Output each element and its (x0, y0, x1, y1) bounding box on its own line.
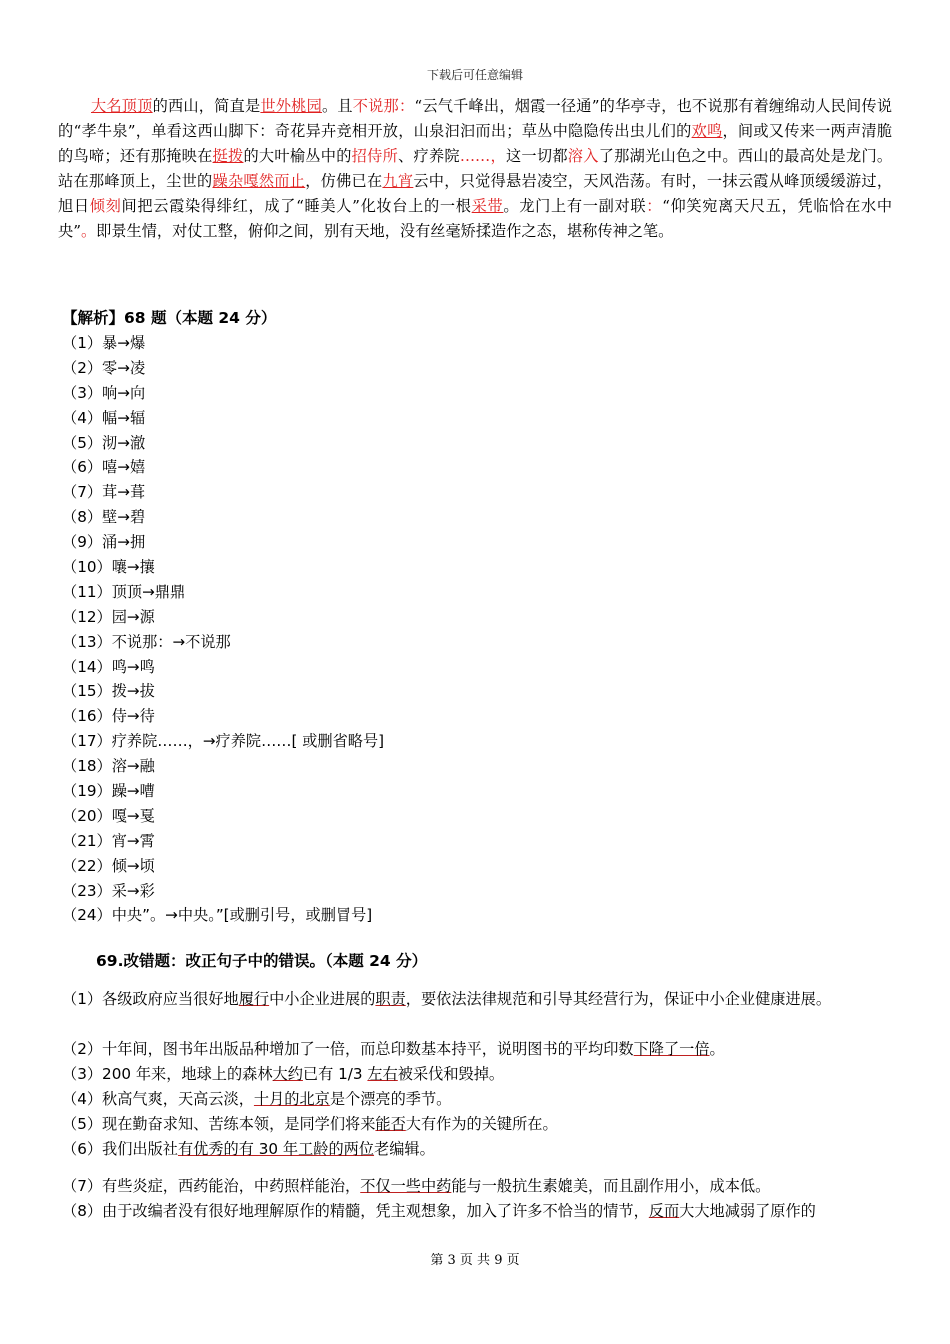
answer-item: （13）不说那：→不说那 (62, 632, 231, 651)
sentence-text: 是个漂亮的季节。 (329, 1090, 452, 1108)
underlined-error-text: 左右 (367, 1065, 398, 1083)
passage-text: ，仿佛已在 (305, 172, 383, 190)
answer-item: （20）嘎→戛 (62, 806, 155, 825)
passage-text: 的西山，简直是 (152, 97, 261, 115)
passage-text: 间把云霞染得绯红，成了“睡美人”化妆台上的一根 (121, 197, 472, 215)
sentence-text: 能与一般抗生素媲美，而且副作用小，成本低。 (451, 1177, 771, 1195)
question-69-item-3 (62, 1062, 902, 1087)
sentence-text: 大大地减弱了原作的 (679, 1202, 816, 1220)
underlined-error-text: 不仅一些中药 (360, 1177, 452, 1195)
sentence-text: 大有作为的关键所在。 (405, 1115, 558, 1133)
answer-item: （15）拨→拔 (62, 682, 155, 701)
underlined-error-text: 能否 (375, 1115, 406, 1133)
passage-text: 。且 (321, 97, 353, 115)
marked-error-text: 世外桃园 (260, 97, 322, 115)
passage-text: “云气千峰出，烟霞一径通”的华亭寺，也不说那有着缠绵动人民间传说的“孝牛泉”，单看这西山脚下：奇花异卉竞相开放，山泉汩汩而出；草丛中隐隐传出虫儿们的 (58, 97, 893, 140)
passage-text: 云中，只觉得悬岩凌空，天风浩荡。有时，一抹云霞从峰顶缓缓游过，旭日 (58, 172, 893, 215)
sentence-text: 被采伐和毁掉。 (397, 1065, 505, 1083)
marked-error-text: 溶入 (567, 147, 599, 165)
sentence-text: （8）由于改编者没有很好地理解原作的精髓，凭主观想象，加入了许多不恰当的情节， (62, 1202, 649, 1220)
marked-error-text: 采带 (471, 197, 504, 215)
answer-item: （3）响→向 (62, 383, 146, 402)
marked-error-text: 欢鸣 (691, 122, 723, 140)
answer-item: （7）茸→葺 (62, 483, 146, 502)
sentence-text: （1）各级政府应当很好地 (62, 990, 239, 1008)
answer-item: （5）沏→澈 (62, 433, 146, 452)
underlined-error-text: 履行 (238, 990, 270, 1008)
answer-item: （14）鸣→鸣 (62, 657, 155, 676)
sentence-text: 已有 1/3 (302, 1065, 368, 1083)
answer-item: （10）嚷→攘 (62, 558, 155, 577)
underlined-error-text: 下降了一倍 (633, 1040, 710, 1058)
passage-text: 的大叶榆丛中的 (243, 147, 352, 165)
answer-item: （12）园→源 (62, 607, 155, 626)
marked-error-text: 躁杂嘎然而止 (212, 172, 306, 190)
marked-error-text: 九宵 (382, 172, 414, 190)
passage-text: 了那湖光山色之中。西山的最高处是龙门。站在那峰顶上，尘世的 (58, 147, 893, 190)
analysis-title: 【解析】68 题（本题 24 分） (62, 309, 277, 327)
underlined-error-text: 十月的北京 (253, 1090, 330, 1108)
question-69-item-6 (62, 1137, 902, 1162)
sentence-text: （3）200 年来，地球上的森林 (62, 1065, 273, 1083)
underlined-error-text: 有优秀的有 30 年工龄的两位 (177, 1140, 375, 1158)
question-69-item-4 (62, 1087, 902, 1112)
marked-error-text: 挺拨 (212, 147, 244, 165)
question-69-item-8 (62, 1199, 902, 1224)
sentence-text: 。 (709, 1040, 725, 1058)
answer-item: （8）壁→碧 (62, 508, 146, 527)
sentence-text: 老编辑。 (374, 1140, 435, 1158)
question-69-item-2 (62, 1037, 902, 1062)
sentence-text: （2）十年间，图书年出版品种增加了一倍，而总印数基本持平，说明图书的平均印数 (62, 1040, 634, 1058)
sentence-text: （7）有些炎症，西药能治，中药照样能治， (62, 1177, 361, 1195)
marked-error-text: 大名顶顶 (91, 97, 153, 115)
page-header: 下载后可任意编辑 (426, 68, 523, 82)
underlined-error-text: 反而 (648, 1202, 680, 1220)
passage-text: 即景生情，对仗工整，俯仰之间，别有天地，没有丝毫矫揉造作之态，堪称传神之笔。 (96, 222, 674, 240)
answer-item: （18）溶→融 (62, 757, 155, 776)
passage-text: 、疗养院 (398, 147, 460, 165)
passage-text: ，间或又传来一两声清脆的鸟啼；还有那掩映在 (58, 122, 893, 165)
sentence-text: ，要依法法律规范和引导其经营行为，保证中小企业健康进展。 (405, 990, 832, 1008)
answer-item: （2）零→凌 (62, 358, 146, 377)
underlined-error-text: 大约 (272, 1065, 303, 1083)
answer-item: （24）中央”。→中央。”[或删引号，或删冒号] (62, 906, 373, 925)
question-69-title: 69.改错题：改正句子中的错误。（本题 24 分） (96, 952, 428, 970)
marked-error-text: 招侍所 (351, 147, 399, 165)
passage-text: “仰笑宛离天尺五，凭临恰在水中央” (58, 197, 893, 240)
passage-text: 这一切都 (505, 147, 568, 165)
page-footer: 第 3 页 共 9 页 (430, 1253, 520, 1268)
sentence-text: 中小企业进展的 (269, 990, 376, 1008)
marked-error-text: 。 (80, 222, 97, 240)
answer-item: （22）倾→顷 (62, 856, 155, 875)
sentence-text: （6）我们出版社 (62, 1140, 178, 1158)
answer-item: （9）涌→拥 (62, 533, 146, 552)
marked-error-text: ： (646, 197, 663, 215)
answer-item: （4）幅→辐 (62, 408, 146, 427)
answer-item: （1）暴→爆 (62, 334, 146, 352)
answer-item: （6）嘻→嬉 (62, 458, 146, 477)
answer-item: （23）采→彩 (62, 881, 155, 900)
marked-error-text: 倾刻 (89, 197, 122, 215)
passage-paragraph (58, 94, 892, 244)
question-69-item-1 (62, 987, 902, 1012)
question-69-item-7 (62, 1174, 902, 1199)
answer-item: （17）疗养院……，→疗养院……[ 或删省略号] (62, 732, 385, 751)
answer-item: （19）躁→嘈 (62, 782, 155, 801)
passage-text: 。龙门上有一副对联 (503, 197, 647, 215)
question-69-item-5 (62, 1112, 902, 1137)
sentence-text: （5）现在勤奋求知、苦练本领，是同学们将来 (62, 1115, 376, 1133)
answer-item: （11）顶顶→鼎鼎 (62, 582, 186, 601)
answer-item: （16）侍→待 (62, 707, 155, 726)
marked-error-text: ……， (459, 147, 506, 165)
marked-error-text: 不说那： (352, 97, 415, 115)
answer-item: （21）宵→霄 (62, 831, 155, 850)
answer-list (62, 331, 384, 928)
underlined-error-text: 职责 (375, 990, 406, 1008)
sentence-text: （4）秋高气爽，天高云淡， (62, 1090, 254, 1108)
